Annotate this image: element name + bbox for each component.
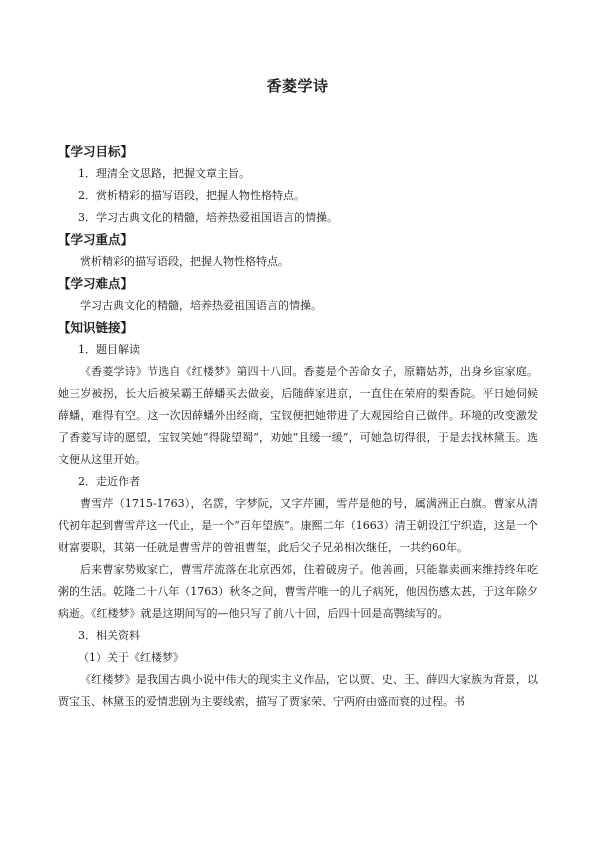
subheading-author: 2．走近作者 (78, 475, 140, 488)
page-title: 香菱学诗 (266, 77, 329, 95)
subheading-related: 3．相关资料 (78, 629, 140, 642)
paragraph-author-1: 曹雪芹（1715-1763），名霑，字梦阮，又字芹圃，雪芹是他的号，属满洲正白旗。曹家从清代初年起到曹雪芹这一代止，是一个“百年望族”。康熙二年（1663）清王朝设江宁织造，这是一个财富要职，其第一任就是曹雪芹的曾祖曹玺，此后父子兄弟相次继任，一共约60年。 (58, 497, 538, 554)
section-heading-knowledge: 【知识链接】 (58, 320, 134, 335)
difficulty-text: 学习古典文化的精髓，培养热爱祖国语言的情操。 (80, 299, 322, 312)
document-body (58, 141, 538, 713)
section-heading-goals: 【学习目标】 (58, 144, 134, 159)
goal-item: 3．学习古典文化的精髓，培养热爱祖国语言的情操。 (78, 211, 338, 224)
paragraph-about-novel: 《红楼梦》是我国古典小说中伟大的现实主义作品，它以贾、史、王、薛四大家族为背景，以贾宝玉、林黛玉的爱情悲剧为主要线索，描写了贾家荣、宁两府由盛而衰的过程。书 (58, 673, 538, 708)
goal-item: 1．理清全文思路，把握文章主旨。 (78, 167, 250, 180)
section-heading-focus: 【学习重点】 (58, 232, 134, 247)
subheading-about-novel: （1）关于《红楼梦》 (78, 651, 184, 664)
focus-text: 赏析精彩的描写语段，把握人物性格特点。 (80, 255, 289, 268)
section-heading-difficulty: 【学习难点】 (58, 276, 134, 291)
paragraph-author-2: 后来曹家势败家亡，曹雪芹流落在北京西郊，住着破房子。他善画，只能靠卖画来维持终年吃粥的生活。乾隆二十八年（1763）秋冬之间，曹雪芹唯一的儿子病死，他因伤感太甚，于这年除夕病逝。《红楼梦》就是这期间写的—他只写了前八十回，后四十回是高鹗续写的。 (58, 563, 538, 620)
subheading-title-reading: 1．题目解读 (78, 343, 140, 356)
paragraph-title-reading: 《香菱学诗》节选自《红楼梦》第四十八回。香菱是个苦命女子，原籍姑苏，出身乡宦家庭。她三岁被拐，长大后被呆霸王薛蟠买去做妾，后随薛家进京，一直住在荣府的梨香院。平日她伺候薛蟠，难得有空。这一次因薛蟠外出经商，宝钗便把她带进了大观园给自己做伴。环境的改变激发了香菱写诗的愿望，宝钗笑她“得陇望蜀”，劝她“且缓一缓”，可她急切得很，于是去找林黛玉。选文便从这里开始。 (58, 365, 538, 466)
goal-item: 2．赏析精彩的描写语段，把握人物性格特点。 (78, 189, 305, 202)
